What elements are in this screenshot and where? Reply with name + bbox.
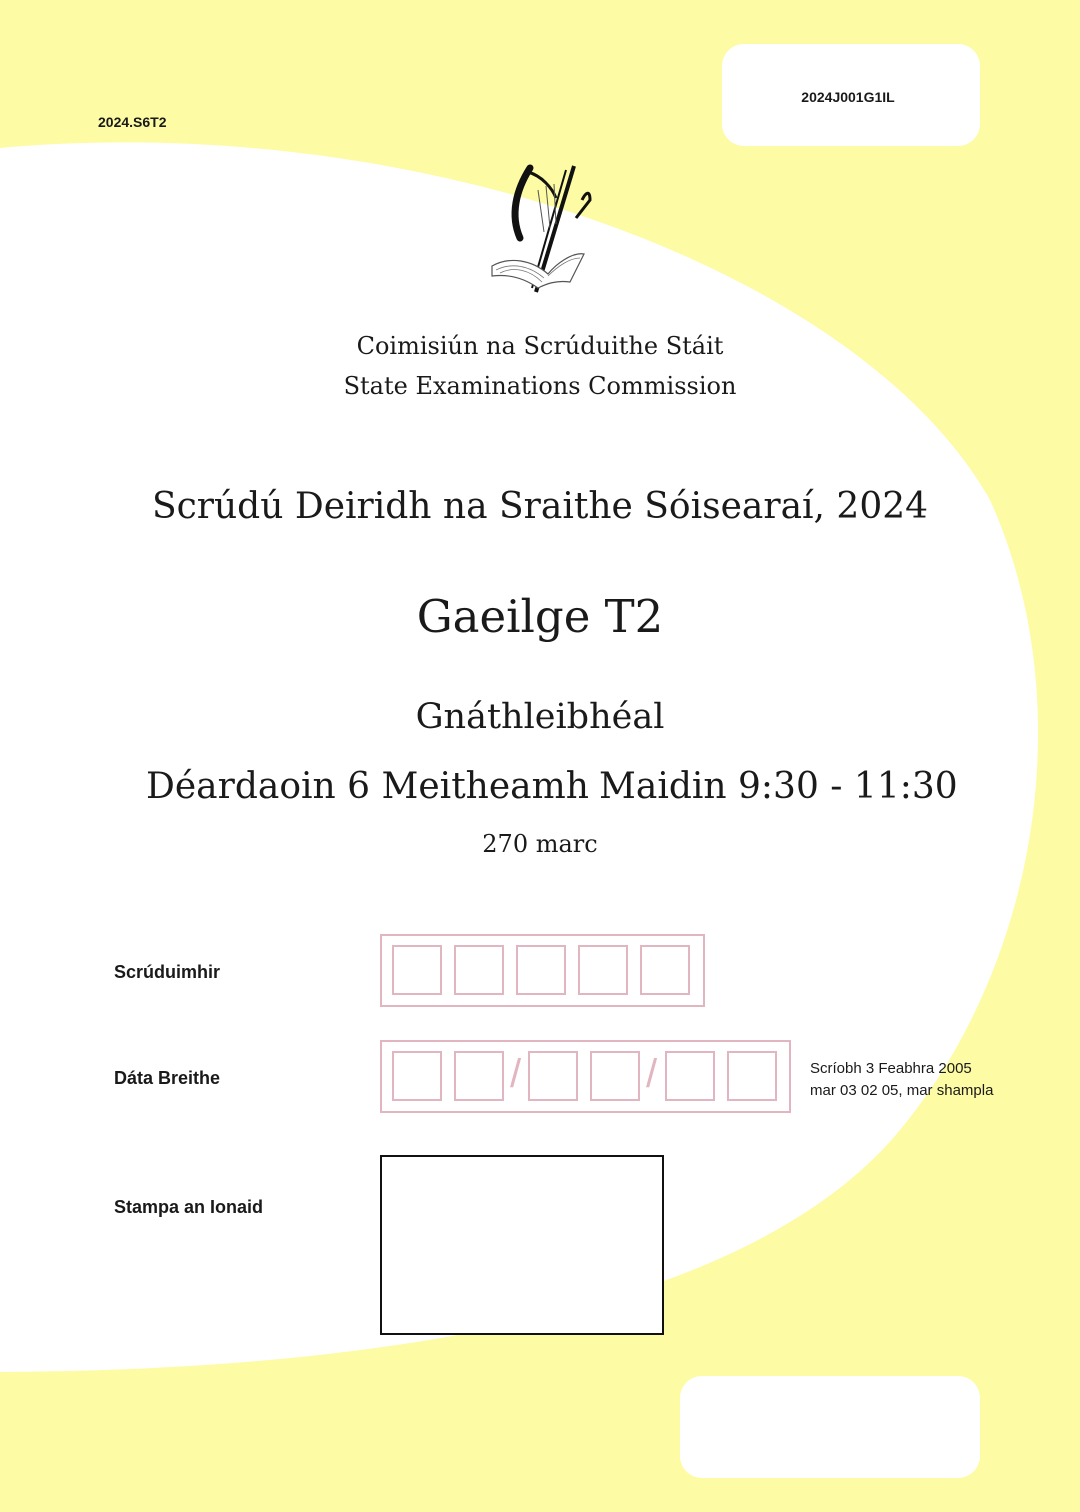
centre-stamp-label: Stampa an Ionaid xyxy=(114,1197,264,1217)
dob-month-digit-box[interactable] xyxy=(590,1051,640,1101)
dob-year-digit-box[interactable] xyxy=(727,1051,777,1101)
exam-marks: 270 marc xyxy=(482,830,598,858)
centre-stamp-box xyxy=(380,1155,664,1335)
dob-month-digit-box[interactable] xyxy=(528,1051,578,1101)
dob-day-digit-box[interactable] xyxy=(454,1051,504,1101)
dob-year-digit-box[interactable] xyxy=(665,1051,715,1101)
organisation-name-irish: Coimisiún na Scrúduithe Stáit xyxy=(356,332,724,360)
date-of-birth-field[interactable] xyxy=(380,1040,791,1113)
exam-level: Gnáthleibhéal xyxy=(415,697,665,737)
dob-day-digit-box[interactable] xyxy=(392,1051,442,1101)
date-hint-line-2: mar 03 02 05, mar shampla xyxy=(810,1082,994,1099)
exam-title: Scrúdú Deiridh na Sraithe Sóisearaí, 2024 xyxy=(151,486,929,527)
date-separator: / xyxy=(646,1052,658,1096)
exam-number-label: Scrúduimhir xyxy=(114,962,221,982)
exam-date: Déardaoin 6 Meitheamh xyxy=(146,766,589,807)
organisation-name-english: State Examinations Commission xyxy=(343,372,737,400)
exam-number-digit-box[interactable] xyxy=(516,945,566,995)
date-of-birth-label: Dáta Breithe xyxy=(114,1068,221,1088)
date-hint-line-1: Scríobh 3 Feabhra 2005 xyxy=(810,1060,972,1077)
exam-number-digit-box[interactable] xyxy=(640,945,690,995)
exam-number-field[interactable] xyxy=(380,934,705,1007)
exam-number-digit-box[interactable] xyxy=(392,945,442,995)
date-separator: / xyxy=(510,1052,522,1096)
exam-time: Maidin 9:30 - 11:30 xyxy=(599,766,958,807)
exam-number-digit-box[interactable] xyxy=(578,945,628,995)
bottom-panel xyxy=(680,1376,980,1478)
barcode-text: 2024J001G1IL xyxy=(801,89,895,105)
exam-subject: Gaeilge T2 xyxy=(416,590,664,643)
paper-code: 2024.S6T2 xyxy=(98,114,167,130)
exam-number-digit-box[interactable] xyxy=(454,945,504,995)
harp-book-logo-icon xyxy=(486,160,596,300)
